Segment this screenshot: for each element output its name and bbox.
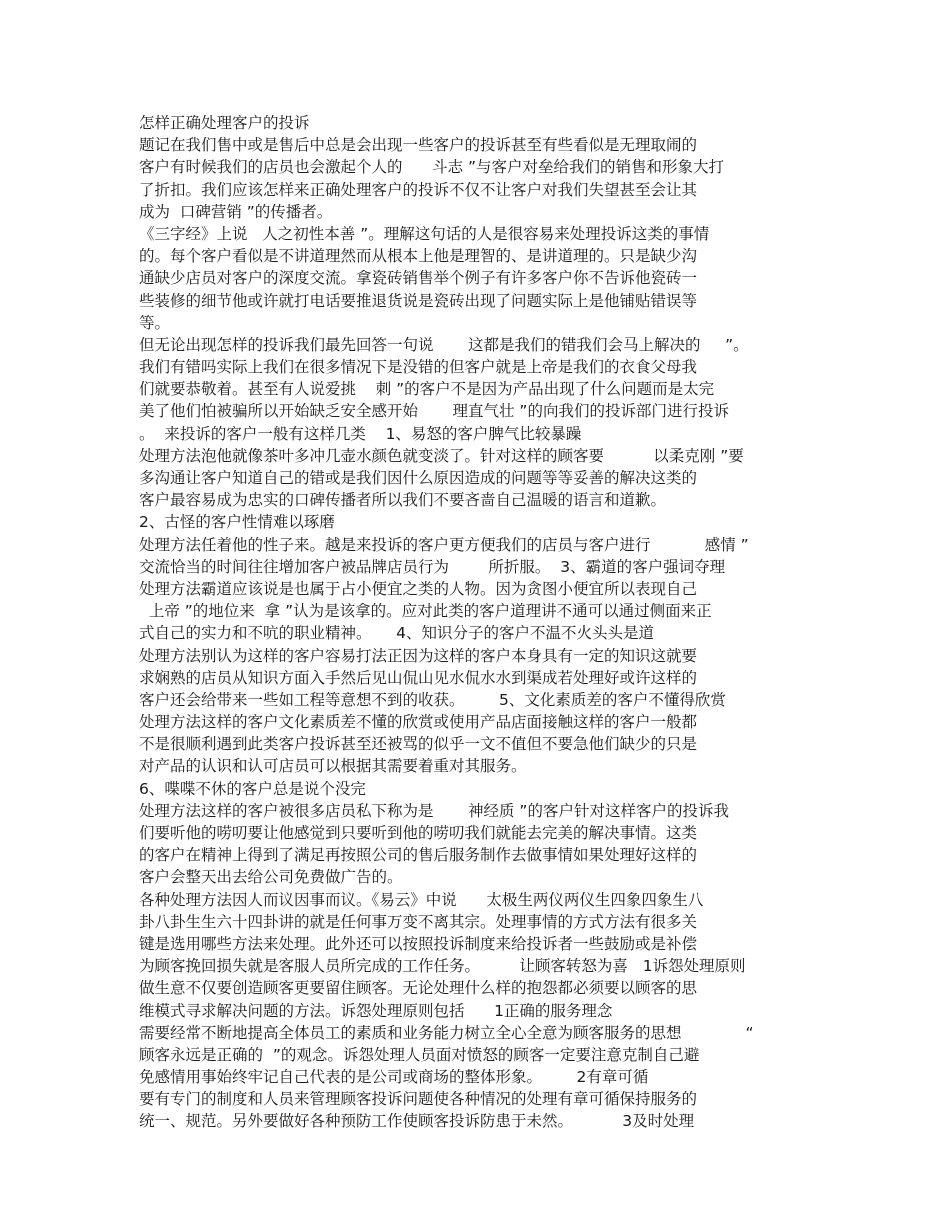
text-line: 处理方法泡他就像茶叶多冲几壶水颜色就变淡了。针对这样的顾客要 以柔克刚 ”要 bbox=[139, 446, 744, 465]
text-line: 处理方法霸道应该说是也属于占小便宜之类的人物。因为贪图小便宜所以表现自己 bbox=[139, 579, 698, 598]
text-line: 等。 bbox=[139, 313, 171, 332]
text-line: 通缺少店员对客户的深度交流。拿瓷砖销售举个例子有许多客户你不告诉他瓷砖一 bbox=[139, 269, 698, 288]
text-line: 多沟通让客户知道自己的错或是我们因什么原因造成的问题等等妥善的解决这类的 bbox=[139, 469, 698, 487]
text-line: 式自己的实力和不吭的职业精神。 4、知识分子的客户不温不火头头是道 bbox=[139, 624, 654, 643]
text-line: 为顾客挽回损失就是客服人员所完成的工作任务。 让顾客转怒为喜 1诉怨处理原则 bbox=[139, 957, 746, 976]
text-line: 维模式寻求解决问题的方法。诉怨处理原则包括 1正确的服务理念 bbox=[139, 1001, 613, 1020]
text-line: 题记在我们售中或是售后中总是会出现一些客户的投诉甚至有些看似是无理取闹的 bbox=[139, 136, 698, 155]
text-line: 上帝 ”的地位来 拿 ”认为是该拿的。应对此类的客户道理讲不通可以通过侧面来正 bbox=[139, 602, 712, 621]
text-line: 怎样正确处理客户的投诉 bbox=[139, 114, 310, 132]
text-line: 处理方法这样的客户被很多店员私下称为是 神经质 ”的客户针对这样客户的投诉我 bbox=[139, 801, 729, 820]
text-line: 们就要恭敬着。甚至有人说爱挑 刺 ”的客户不是因为产品出现了什么问题而是太完 bbox=[139, 380, 715, 399]
text-line: 需要经常不断地提高全体员工的素质和业务能力树立全心全意为顾客服务的思想 “ bbox=[139, 1023, 754, 1042]
text-line: 对产品的认识和认可店员可以根据其需要着重对其服务。 bbox=[139, 757, 527, 776]
text-line: 客户最容易成为忠实的口碑传播者所以我们不要吝啬自己温暖的语言和道歉。 bbox=[139, 491, 667, 510]
text-line: 交流恰当的时间往往增加客户被品牌店员行为 所折服。 3、霸道的客户强词夺理 bbox=[139, 557, 726, 576]
text-line: 处理方法别认为这样的客户容易打法正因为这样的客户本身具有一定的知识这就要 bbox=[139, 646, 698, 665]
text-line: 6、喋喋不休的客户总是说个没完 bbox=[139, 779, 366, 798]
text-line: 处理方法任着他的性子来。越是来投诉的客户更方便我们的店员与客户进行 感情 ” bbox=[139, 535, 749, 554]
text-line: 我们有错吗实际上我们在很多情况下是没错的但客户就是上帝是我们的衣食父母我 bbox=[139, 358, 698, 377]
text-line: 成为 口碑营销 ”的传播者。 bbox=[139, 202, 333, 221]
text-line: 各种处理方法因人而议因事而议。《易云》中说 太极生两仪两仪生四象四象生八 bbox=[139, 890, 704, 909]
text-line: 的客户在精神上得到了满足再按照公司的售后服务制作去做事情如果处理好这样的 bbox=[139, 846, 698, 865]
text-line: 要有专门的制度和人员来管理顾客投诉问题使各种情况的处理有章可循保持服务的 bbox=[139, 1090, 698, 1109]
text-line: 不是很顺利遇到此类客户投诉甚至还被骂的似乎一文不值但不要急他们缺少的只是 bbox=[139, 735, 698, 754]
text-line: 些装修的细节他或许就打电话要推退货说是瓷砖出现了问题实际上是他铺贴错误等 bbox=[139, 291, 698, 310]
text-line: 顾客永远是正确的 ”的观念。诉怨处理人员面对愤怒的顾客一定要注意克制自己避 bbox=[139, 1045, 700, 1064]
text-line: 卦八卦生生六十四卦讲的就是任何事万变不离其宗。处理事情的方式方法有很多关 bbox=[139, 912, 698, 931]
text-line: 们要听他的唠叨要让他感觉到只要听到他的唠叨我们就能去完美的解决事情。这类 bbox=[139, 824, 698, 842]
text-line: 《三字经》上说 人之初性本善 ”。理解这句话的人是很容易来处理投诉这类的事情 bbox=[139, 224, 710, 243]
text-line: 键是选用哪些方法来处理。此外还可以按照投诉制度来给投诉者一些鼓励或是补偿 bbox=[139, 934, 698, 953]
text-line: 统一、规范。另外要做好各种预防工作使顾客投诉防患于未然。 3及时处理 bbox=[139, 1112, 695, 1131]
text-line: 美了他们怕被骗所以开始缺乏安全感开始 理直气壮 ”的向我们的投诉部门进行投诉 bbox=[139, 402, 729, 421]
text-line: 。 来投诉的客户一般有这样几类 1、易怒的客户脾气比较暴躁 bbox=[139, 424, 582, 443]
text-line: 处理方法这样的客户文化素质差不懂的欣赏或使用产品店面接触这样的客户一般都 bbox=[139, 713, 698, 732]
text-line: 客户会整天出去给公司免费做广告的。 bbox=[139, 868, 403, 887]
text-line: 免感情用事始终牢记自己代表的是公司或商场的整体形象。 2有章可循 bbox=[139, 1068, 649, 1087]
document-body bbox=[139, 112, 819, 1133]
text-line: 客户还会给带来一些如工程等意想不到的收获。 5、文化素质差的客户不懂得欣赏 bbox=[139, 690, 726, 709]
text-line: 2、古怪的客户性情难以琢磨 bbox=[139, 513, 335, 532]
text-line: 但无论出现怎样的投诉我们最先回答一句说 这都是我们的错我们会马上解决的 ”。 bbox=[139, 335, 749, 354]
text-line: 客户有时候我们的店员也会激起个人的 斗志 ”与客户对垒给我们的销售和形象大打 bbox=[139, 158, 725, 177]
text-line: 了折扣。我们应该怎样来正确处理客户的投诉不仅不让客户对我们失望甚至会让其 bbox=[139, 180, 698, 199]
text-line: 求娴熟的店员从知识方面入手然后见山侃山见水侃水水到渠成若处理好或许这样的 bbox=[139, 668, 698, 687]
text-line: 的。每个客户看似是不讲道理然而从根本上他是理智的、是讲道理的。只是缺少沟 bbox=[139, 247, 698, 266]
text-line: 做生意不仅要创造顾客更要留住顾客。无论处理什么样的抱怨都必须要以顾客的思 bbox=[139, 979, 698, 998]
